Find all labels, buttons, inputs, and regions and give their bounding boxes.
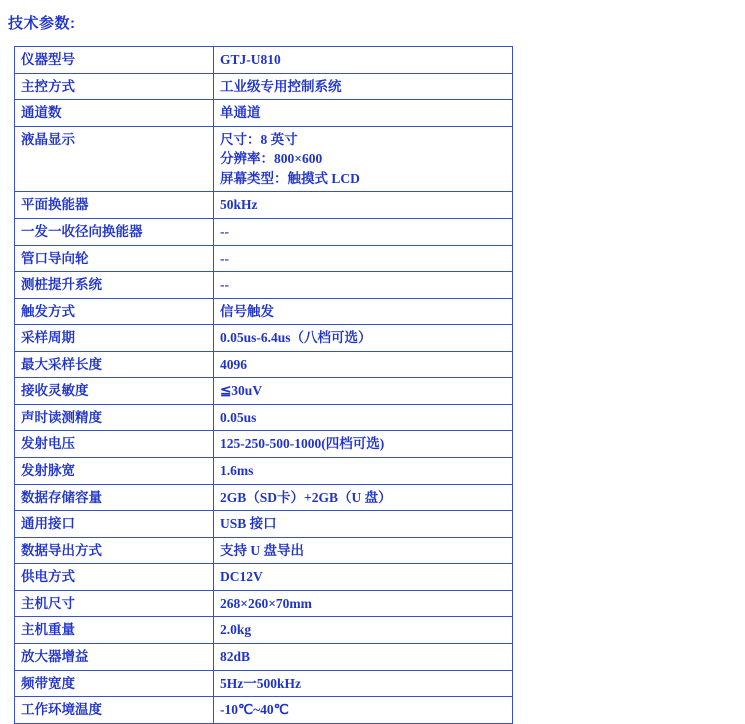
table-row xyxy=(15,47,513,74)
spec-value-cell: 2.0kg xyxy=(214,617,513,644)
table-row xyxy=(15,617,513,644)
spec-label-cell: 通用接口 xyxy=(15,511,214,538)
spec-label-cell: 发射脉宽 xyxy=(15,458,214,485)
table-row xyxy=(15,643,513,670)
page-title: 技术参数: xyxy=(8,15,76,32)
spec-value-cell: 工业级专用控制系统 xyxy=(214,73,513,100)
table-row xyxy=(15,126,513,192)
table-row xyxy=(15,590,513,617)
spec-value-cell: 支持 U 盘导出 xyxy=(214,537,513,564)
spec-label-cell: 主机重量 xyxy=(15,617,214,644)
spec-value-cell: USB 接口 xyxy=(214,511,513,538)
spec-value-cell: -- xyxy=(214,272,513,299)
spec-label-cell: 管口导向轮 xyxy=(15,245,214,272)
spec-value-cell: -- xyxy=(214,245,513,272)
spec-label-cell: 接收灵敏度 xyxy=(15,378,214,405)
table-row xyxy=(15,537,513,564)
spec-label-cell: 主机尺寸 xyxy=(15,590,214,617)
spec-value-cell: 1.6ms xyxy=(214,458,513,485)
spec-label-cell: 通道数 xyxy=(15,100,214,127)
table-row xyxy=(15,325,513,352)
table-row xyxy=(15,511,513,538)
spec-value-cell: DC12V xyxy=(214,564,513,591)
spec-value-cell: 50kHz xyxy=(214,192,513,219)
spec-value-cell: 2GB（SD卡）+2GB（U 盘） xyxy=(214,484,513,511)
spec-value-line: 屏幕类型：触摸式 LCD xyxy=(220,170,360,186)
spec-value-cell: 125-250-500-1000(四档可选) xyxy=(214,431,513,458)
table-row xyxy=(15,378,513,405)
table-row xyxy=(15,192,513,219)
table-row xyxy=(15,670,513,697)
table-row xyxy=(15,100,513,127)
spec-label-cell: 最大采样长度 xyxy=(15,351,214,378)
table-row xyxy=(15,484,513,511)
spec-value-cell: 5Hz一500kHz xyxy=(214,670,513,697)
spec-label-cell: 发射电压 xyxy=(15,431,214,458)
spec-label-cell: 测桩提升系统 xyxy=(15,272,214,299)
table-row xyxy=(15,351,513,378)
spec-label-cell: 频带宽度 xyxy=(15,670,214,697)
table-row xyxy=(15,404,513,431)
spec-label-cell: 放大器增益 xyxy=(15,643,214,670)
spec-label-cell: 数据存储容量 xyxy=(15,484,214,511)
table-row xyxy=(15,218,513,245)
table-row xyxy=(15,697,513,724)
spec-label-cell: 数据导出方式 xyxy=(15,537,214,564)
table-row xyxy=(15,564,513,591)
spec-label-cell: 仪器型号 xyxy=(15,47,214,74)
spec-label-cell: 平面换能器 xyxy=(15,192,214,219)
specifications-table xyxy=(14,46,513,724)
table-row xyxy=(15,272,513,299)
spec-value-cell: -- xyxy=(214,218,513,245)
spec-value-cell: ≦30uV xyxy=(214,378,513,405)
spec-value-cell: -10℃~40℃ xyxy=(214,697,513,724)
spec-value-cell: 268×260×70mm xyxy=(214,590,513,617)
spec-value-line: 尺寸：8 英寸 xyxy=(220,131,298,147)
spec-label-cell: 液晶显示 xyxy=(15,126,214,192)
spec-value-cell: 0.05us xyxy=(214,404,513,431)
spec-label-cell: 采样周期 xyxy=(15,325,214,352)
spec-label-cell: 供电方式 xyxy=(15,564,214,591)
table-row xyxy=(15,245,513,272)
spec-value-cell: 单通道 xyxy=(214,100,513,127)
table-row xyxy=(15,458,513,485)
spec-label-cell: 触发方式 xyxy=(15,298,214,325)
spec-value-cell xyxy=(214,126,513,192)
table-row xyxy=(15,431,513,458)
spec-label-cell: 工作环境温度 xyxy=(15,697,214,724)
spec-label-cell: 一发一收径向换能器 xyxy=(15,218,214,245)
spec-value-line: 分辨率：800×600 xyxy=(220,151,323,167)
spec-value-cell: 0.05us-6.4us（八档可选） xyxy=(214,325,513,352)
spec-value-cell: GTJ-U810 xyxy=(214,47,513,74)
table-row xyxy=(15,298,513,325)
spec-label-cell: 主控方式 xyxy=(15,73,214,100)
spec-value-cell: 信号触发 xyxy=(214,298,513,325)
spec-value-cell: 82dB xyxy=(214,643,513,670)
spec-value-cell: 4096 xyxy=(214,351,513,378)
specifications-table-body xyxy=(15,47,513,724)
table-row xyxy=(15,73,513,100)
spec-label-cell: 声时读测精度 xyxy=(15,404,214,431)
